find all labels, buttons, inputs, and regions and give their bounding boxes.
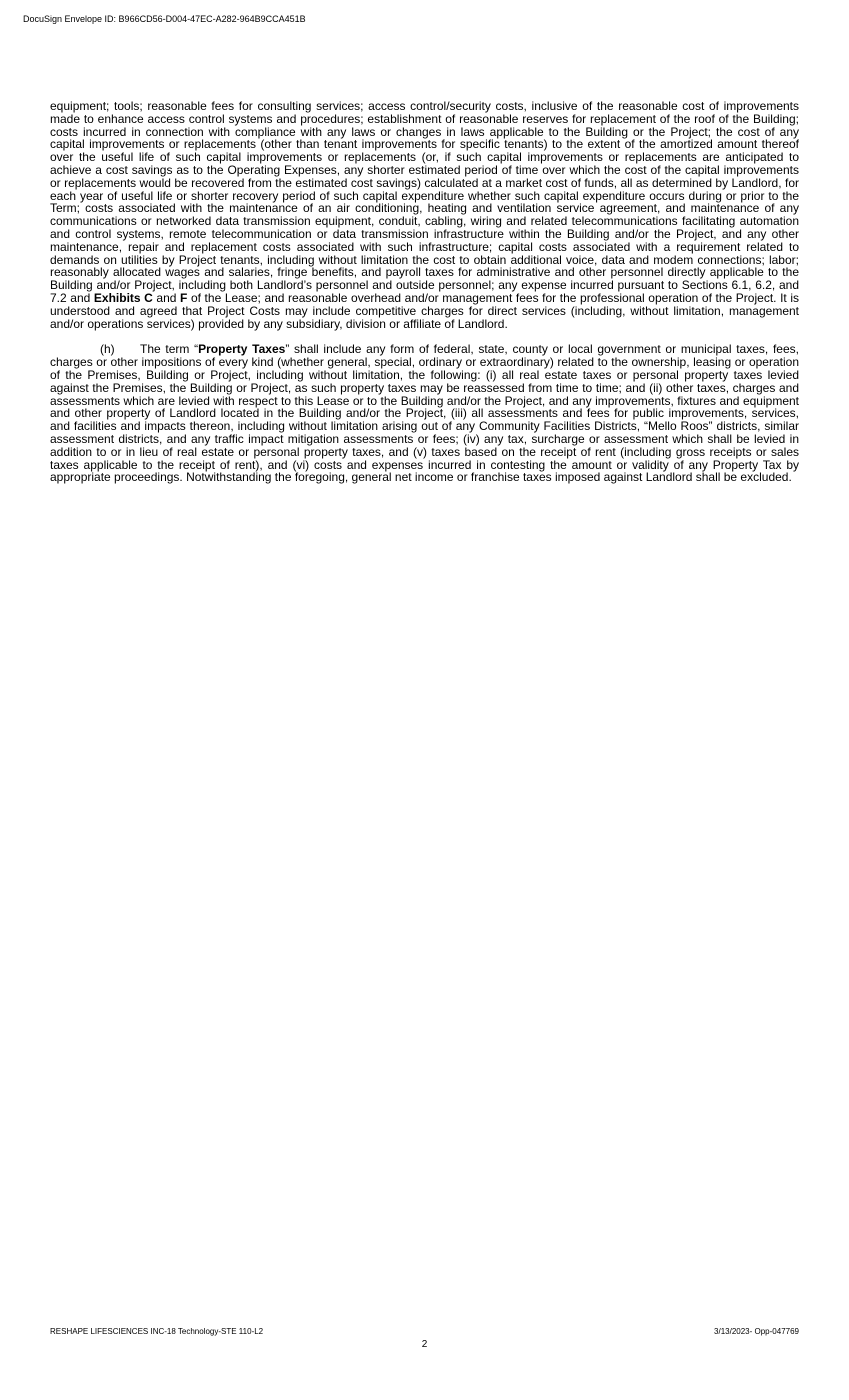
exhibits-c-bold: Exhibits C xyxy=(93,290,153,305)
paragraph-text: The term “ xyxy=(140,342,199,357)
defined-term-property-taxes: Property Taxes xyxy=(198,342,286,357)
footer-document-reference: RESHAPE LIFESCIENCES INC-18 Technology-STE 110-L2 xyxy=(50,1327,264,1336)
exhibit-f-bold: F xyxy=(180,290,188,305)
page-number: 2 xyxy=(421,1339,428,1350)
paragraph-operating-costs xyxy=(50,100,799,330)
document-body xyxy=(50,100,799,484)
paragraph-property-taxes xyxy=(50,343,799,484)
paragraph-text: of the Lease; and reasonable overhead and/or management fees for the professional operation of the Project. It is understood and agreed that Project Costs may include competitive charges for direct services (including, without limitation, management and/or operations services) provided by any subsidiary, division or affiliate of Landlord. xyxy=(50,290,799,331)
docusign-envelope-id: DocuSign Envelope ID: B966CD56-D004-47EC-A282-964B9CCA451B xyxy=(23,14,306,24)
paragraph-text: and xyxy=(152,290,181,305)
footer-date-opportunity: 3/13/2023- Opp-047769 xyxy=(714,1327,799,1336)
paragraph-text: equipment; tools; reasonable fees for consulting services; access control/security costs, inclusive of the reasonable cost of improvements made to enhance access control systems and procedures; establishment of reasonable reserves for replacement of the roof of the Building; costs incurred in connection with compliance with any laws or changes in laws applicable to the Building or the Project; the cost of any capital improvements or replacements (other than tenant improvements for specific tenants) to the extent of the amortized amount thereof over the useful life of such capital improvements or replacements (or, if such capital improvements or replacements are anticipated to achieve a cost savings as to the Operating Expenses, any shorter estimated period of time over which the cost of the capital improvements or replacements would be recovered from the estimated cost savings) calculated at a market cost of funds, all as determined by Landlord, for each year of useful life or shorter recovery period of such capital expenditure whether such capital expenditure occurs during or prior to the Term; costs associated with the maintenance of an air conditioning, heating and ventilation service agreement, and maintenance of any communications or networked data transmission equipment, conduit, cabling, wiring and related telecommunications facilitating automation and control systems, remote telecommunication or data transmission infrastructure within the Building and/or the Project, and any other maintenance, repair and replacement costs associated with such infrastructure; capital costs associated with a requirement related to demands on utilities by Project tenants, including without limitation the cost to obtain additional voice, data and modem connections; labor; reasonably allocated wages and salaries, fringe benefits, and payroll taxes for administrative and other personnel directly applicable to the Building and/or Project, including both Landlord’s personnel and outside personnel; any expense incurred pursuant to Sections 6.1, 6.2, and 7.2 and xyxy=(50,99,799,305)
paragraph-text: ” shall include any form of federal, state, county or local government or municipal taxes, fees, charges or other impositions of every kind (whether general, special, ordinary or extraordinary) related to the ownership, leasing or operation of the Premises, Building or Project, including without limitation, the following: (i) all real estate taxes or personal property taxes levied against the Premises, the Building or Project, as such property taxes may be reassessed from time to time; and (ii) other taxes, charges and assessments which are levied with respect to this Lease or to the Building and/or the Project, and any improvements, fixtures and equipment and other property of Landlord located in the Building and/or the Project, (iii) all assessments and fees for public improvements, services, and facilities and impacts thereon, including without limitation arising out of any Community Facilities Districts, “Mello Roos” districts, similar assessment districts, and any traffic impact mitigation assessments or fees; (iv) any tax, surcharge or assessment which shall be levied in addition to or in lieu of real estate or personal property taxes, and (v) taxes based on the receipt of rent (including gross receipts or sales taxes applicable to the receipt of rent), and (vi) costs and expenses incurred in contesting the amount or validity of any Property Tax by appropriate proceedings. Notwithstanding the foregoing, general net income or franchise taxes imposed against Landlord shall be excluded. xyxy=(50,342,799,485)
section-label-h: (h) xyxy=(100,342,115,357)
